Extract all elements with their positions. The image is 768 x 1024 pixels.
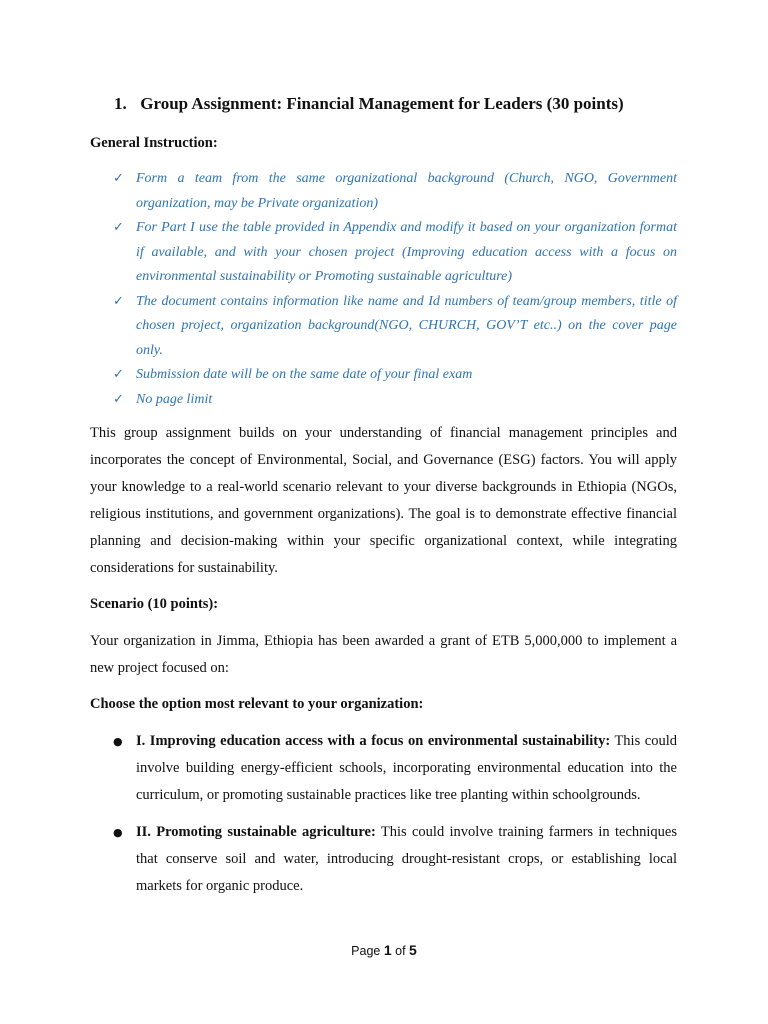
check-icon: ✓ xyxy=(113,293,124,309)
option-list xyxy=(90,728,677,900)
intro-paragraph: This group assignment builds on your understanding of financial management principles and incorporates the concept of Environmental, Social, and Governance (ESG) factors. You will apply your knowledge to a real-world scenario relevant to your diverse backgrounds in Ethiopia (NGOs, religious institutions, and government organizations). The goal is to demonstrate effective financial planning and decision-making within your specific organizational context, while integrating considerations for sustainability. xyxy=(90,425,677,576)
total-page-number: 5 xyxy=(409,942,417,958)
instruction-item: ✓ Submission date will be on the same date of your final exam xyxy=(90,363,677,388)
assignment-heading xyxy=(114,92,677,116)
check-icon: ✓ xyxy=(113,391,124,407)
page-footer xyxy=(0,942,768,958)
bullet-icon: ● xyxy=(113,826,123,839)
scenario-text: Your organization in Jimma, Ethiopia has been awarded a grant of ETB 5,000,000 to implement a new project focused on: xyxy=(90,633,677,676)
general-instruction-label: General Instruction: xyxy=(90,135,218,151)
instruction-item: ✓ For Part I use the table provided in Appendix and modify it based on your organization format if available, and with your chosen project (Improving education access with a focus on environmental sustainability or Promoting sustainable agriculture) xyxy=(90,216,677,290)
heading-title: Group Assignment: Financial Management for Leaders (30 points) xyxy=(140,94,624,113)
check-icon: ✓ xyxy=(113,220,124,235)
check-icon: ✓ xyxy=(113,171,124,186)
option-item xyxy=(90,819,677,900)
bullet-icon: ● xyxy=(113,735,123,748)
instruction-item: ✓ The document contains information like name and Id numbers of team/group members, title of chosen project, organization background(NGO, CHURCH, GOV’T etc..) on the cover page only. xyxy=(90,290,677,364)
instruction-list xyxy=(90,167,677,412)
instruction-item: ✓ No page limit xyxy=(90,388,677,413)
option-text: This could involve training farmers in techniques that conserve soil and water, introducing drought-resistant crops, or establishing local markets for organic produce. xyxy=(136,824,677,894)
heading-number: 1. xyxy=(114,94,127,113)
page-content xyxy=(90,92,677,910)
choose-option-label: Choose the option most relevant to your organization: xyxy=(90,696,424,712)
option-text: This could involve building energy-efficient schools, incorporating environmental education into the curriculum, or promoting sustainable practices like tree planting within schoolgrounds. xyxy=(136,733,677,803)
instruction-item: ✓ Form a team from the same organizational background (Church, NGO, Government organization, may be Private organization) xyxy=(90,167,677,216)
option-title: II. Promoting sustainable agriculture: xyxy=(136,824,376,840)
option-item xyxy=(90,728,677,809)
check-icon: ✓ xyxy=(113,367,124,382)
page-word: Page xyxy=(351,944,381,958)
option-title: I. Improving education access with a focus on environmental sustainability: xyxy=(136,733,611,749)
of-word: of xyxy=(395,944,406,958)
current-page-number: 1 xyxy=(383,942,392,958)
scenario-label: Scenario (10 points): xyxy=(90,596,219,612)
